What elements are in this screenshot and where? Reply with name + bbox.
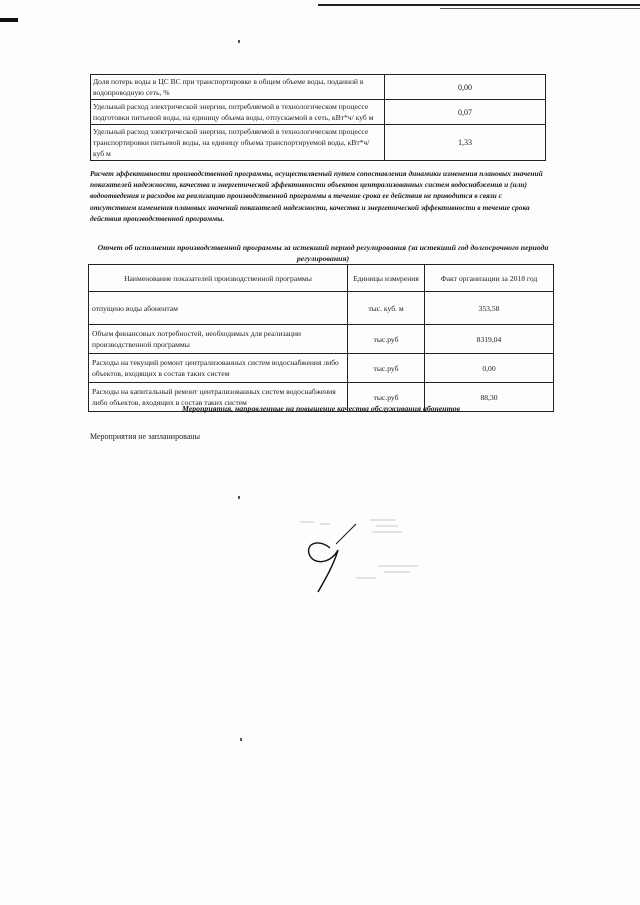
table-row (91, 125, 546, 161)
value-cell: 0,00 (425, 354, 554, 383)
indicators-table (90, 74, 546, 161)
table-row (89, 325, 554, 354)
measures-text: Мероприятия не запланированы (90, 432, 200, 441)
scan-speck (238, 496, 240, 499)
measures-heading: Мероприятия, направленные на повышение качества обслуживания абонентов (182, 404, 460, 413)
value-cell: 8319,04 (425, 325, 554, 354)
indicator-name: Расходы на капитальный ремонт централизованных систем водоснабжения либо объектов, входящих в состав таких систем (89, 383, 348, 412)
column-header: Наименование показателей производственной программы (89, 265, 348, 292)
table-row (89, 292, 554, 325)
indicator-value: 0,00 (385, 75, 546, 100)
indicator-name: Расходы на текущий ремонт централизованных систем водоснабжения либо объектов, входящих в состав таких систем (89, 354, 348, 383)
indicator-label: Доля потерь воды в ЦС ВС при транспортировке в общем объеме воды, поданной в водопроводную сеть, % (91, 75, 385, 100)
indicator-name: Объем финансовых потребностей, необходимых для реализации производственной программы (89, 325, 348, 354)
unit-cell: тыс. куб. м (348, 292, 425, 325)
report-table (88, 264, 554, 412)
indicator-name: отпущено воды абонентам (89, 292, 348, 325)
table-header-row (89, 265, 554, 292)
scan-speck (238, 40, 240, 43)
indicator-label: Удельный расход электрической энергии, потребляемой в технологическом процессе транспортировки питьевой воды, на единицу объема транспортируемой воды, кВт*ч/ куб м (91, 125, 385, 161)
indicator-label: Удельный расход электрической энергии, потребляемой в технологическом процессе подготовки питьевой воды, на единицу объема воды, отпускаемой в сеть, кВт*ч/ куб м (91, 100, 385, 125)
unit-cell: тыс.руб (348, 325, 425, 354)
value-cell: 353,58 (425, 292, 554, 325)
unit-cell: тыс.руб (348, 383, 425, 412)
indicator-value: 1,33 (385, 125, 546, 161)
table-row (91, 75, 546, 100)
scan-artifact (318, 4, 640, 6)
column-header: Единицы измерения (348, 265, 425, 292)
unit-cell: тыс.руб (348, 354, 425, 383)
indicator-value: 0,07 (385, 100, 546, 125)
value-cell: 88,30 (425, 383, 554, 412)
table-row (91, 100, 546, 125)
scan-artifact (0, 18, 18, 22)
report-title: Отчет об исполнении производственной программы за истекший период регулирования (за истекший год долгосрочного периода регулирования) (97, 243, 549, 263)
signature (296, 518, 376, 594)
scan-artifact (440, 8, 640, 9)
table-row (89, 354, 554, 383)
calculation-note: Расчет эффективности производственной программы, осуществляемый путем сопоставления динамики изменения плановых значений показателей надежности, качества и энергетической эффективности объектов централизованных систем водоснабжения и (или) водоотведения и расходов на реализацию производственной программы в течение срока ее действия не приводится в связи с отсутствием изменения плановых значений показателей надежности, качества и энергетической эффективности в течение срока действия производственной программы. (90, 169, 543, 223)
scan-speck (240, 738, 242, 741)
column-header: Факт организации за 2018 год (425, 265, 554, 292)
